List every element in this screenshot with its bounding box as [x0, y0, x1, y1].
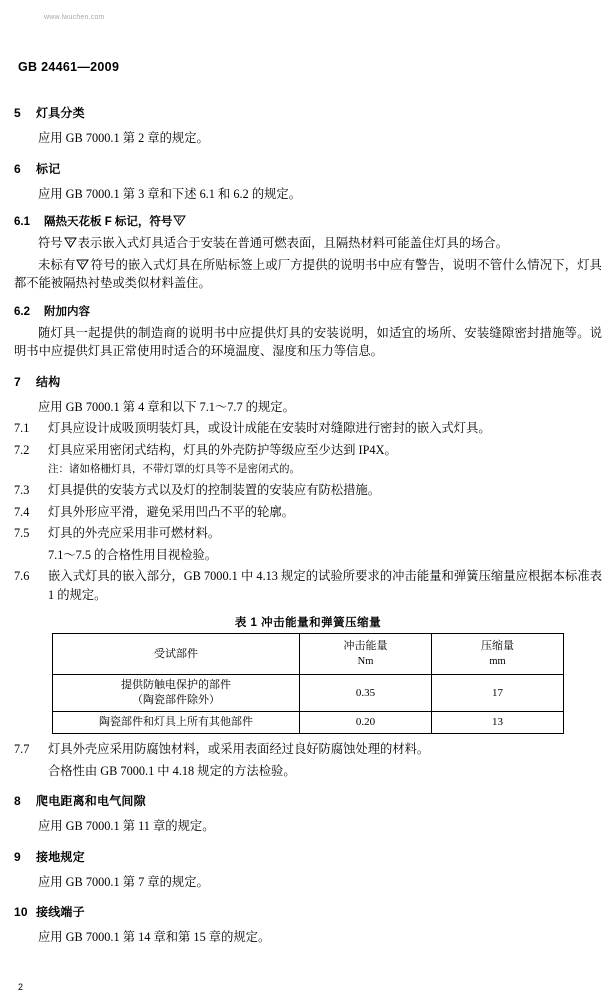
clause-7-4-text: 灯具外形应平滑，避免采用凹凸不平的轮廓。	[48, 504, 294, 519]
clause-7-3-number: 7.3	[14, 483, 30, 497]
clause-7-1	[14, 419, 602, 438]
table-header-energy-unit: Nm	[357, 656, 374, 667]
svg-text:F: F	[178, 217, 182, 224]
watermark-text: www.lwuchen.com	[44, 14, 105, 21]
heading-6-1-title: 隔热天花板 F 标记，符号	[44, 216, 173, 228]
table-header-row	[53, 634, 564, 675]
clause-7-7-text: 灯具外壳应采用防腐蚀材料，或采用表面经过良好防腐蚀处理的材料。	[48, 742, 430, 756]
clause-7-7	[14, 740, 602, 759]
table-cell-part	[53, 675, 300, 712]
section-6-2-paragraph: 随灯具一起提供的制造商的说明书中应提供灯具的安装说明，如适宜的场所、安装缝隙密封措施等。说明书中应提供灯具正常使用时适合的环境温度、湿度和压力等信息。	[14, 325, 602, 358]
section-6-1-paragraph-2	[14, 256, 602, 293]
document-content	[14, 92, 602, 950]
clause-7-4-number: 7.4	[14, 504, 30, 519]
table-header-compression-label: 压缩量	[481, 640, 515, 652]
p611-post: 表示嵌入式灯具适合于安装在普通可燃表面，且隔热材料可能盖住灯具的场合。	[77, 236, 509, 250]
heading-section-8	[14, 792, 602, 809]
heading-6-number: 6	[14, 161, 21, 176]
clause-7-4	[14, 503, 602, 522]
table-cell-part-line2: （陶瓷部件除外）	[131, 694, 220, 706]
table-cell-compression: 13	[432, 712, 564, 734]
clause-7-5-text: 灯具的外壳应采用非可燃材料。	[48, 526, 221, 540]
p611-pre: 符号	[38, 236, 63, 250]
heading-section-10	[14, 903, 602, 920]
table-row	[53, 712, 564, 734]
svg-text:F: F	[81, 261, 85, 268]
table-header-energy-label: 冲击能量	[343, 640, 388, 652]
table-cell-compression: 17	[432, 675, 564, 712]
table-1-body	[53, 675, 564, 734]
heading-6-2-number: 6.2	[14, 305, 30, 318]
p612-post: 符号的嵌入式灯具在所贴标签上或厂方提供的说明书中应有警告，说明不管什么情况下，灯具都不能被隔热衬垫或类似材料盖住。	[14, 257, 602, 290]
table-1	[52, 633, 564, 734]
clause-7-2-text: 灯具应采用密闭式结构，灯具的外壳防护等级应至少达到 IP4X。	[48, 442, 397, 457]
heading-section-9	[14, 848, 602, 865]
heading-6-title: 标记	[36, 161, 61, 176]
table-cell-energy: 0.35	[299, 675, 431, 712]
heading-10-number: 10	[14, 905, 28, 919]
table-header-compression-unit: mm	[489, 656, 506, 667]
clause-7-7-number: 7.7	[14, 742, 30, 756]
heading-5-title: 灯具分类	[36, 106, 85, 120]
heading-section-6-2	[14, 303, 602, 319]
heading-8-number: 8	[14, 794, 21, 808]
table-1-head	[53, 634, 564, 675]
clause-7-6-number: 7.6	[14, 569, 30, 583]
f-mark-triangle-icon	[173, 215, 186, 226]
heading-9-title: 接地规定	[36, 849, 85, 864]
table-header-compression	[432, 634, 564, 675]
p612-pre: 未标有	[38, 257, 76, 272]
table-cell-part: 陶瓷部件和灯具上所有其他部件	[53, 712, 300, 734]
clause-7-2-number: 7.2	[14, 442, 30, 457]
heading-section-5	[14, 104, 602, 121]
f-mark-triangle-icon	[64, 237, 77, 248]
clause-7-3-text: 灯具提供的安装方式以及灯的控制装置的安装应有防松措施。	[48, 483, 381, 497]
heading-section-6-1	[14, 213, 602, 229]
clause-7-7-sub: 合格性由 GB 7000.1 中 4.18 规定的方法检验。	[48, 763, 296, 778]
section-8-paragraph: 应用 GB 7000.1 第 11 章的规定。	[38, 819, 215, 833]
heading-section-6	[14, 160, 602, 177]
table-cell-energy: 0.20	[299, 712, 431, 734]
svg-text:F: F	[68, 239, 72, 246]
clause-7-6-text: 嵌入式灯具的嵌入部分，GB 7000.1 中 4.13 规定的试验所要求的冲击能量和弹簧压缩量应根据本标准表 1 的规定。	[48, 569, 602, 602]
page-number: 2	[18, 982, 24, 992]
section-5-paragraph: 应用 GB 7000.1 第 2 章的规定。	[38, 131, 209, 145]
section-10-paragraph: 应用 GB 7000.1 第 14 章和第 15 章的规定。	[38, 930, 271, 944]
heading-6-2-title: 附加内容	[44, 305, 90, 318]
section-6-1-paragraph-1	[14, 234, 602, 253]
heading-8-title: 爬电距离和电气间隙	[36, 794, 146, 808]
clause-7-3	[14, 481, 602, 500]
table-1-caption: 表 1 冲击能量和弹簧压缩量	[234, 617, 382, 629]
section-7-intro: 应用 GB 7000.1 第 4 章和以下 7.1～7.7 的规定。	[38, 399, 295, 414]
clause-7-6	[14, 567, 602, 604]
table-cell-part-line1: 提供防触电保护的部件	[120, 679, 231, 691]
clause-7-2	[14, 441, 602, 460]
clause-7-5-number: 7.5	[14, 526, 30, 540]
f-mark-triangle-icon	[76, 259, 89, 270]
heading-10-title: 接线端子	[36, 905, 85, 919]
heading-7-number: 7	[14, 374, 21, 389]
heading-6-1-number: 6.1	[14, 216, 30, 228]
heading-7-title: 结构	[36, 374, 61, 389]
heading-5-number: 5	[14, 106, 21, 120]
section-9-paragraph: 应用 GB 7000.1 第 7 章的规定。	[38, 874, 209, 889]
standard-number: GB 24461—2009	[18, 60, 120, 74]
table-header-energy	[299, 634, 431, 675]
clause-7-5-sub: 7.1～7.5 的合格性用目视检验。	[48, 547, 218, 562]
clause-7-5	[14, 524, 602, 543]
clause-7-1-number: 7.1	[14, 421, 30, 435]
clause-7-1-text: 灯具应设计成吸顶明装灯具，或设计成能在安装时对缝隙进行密封的嵌入式灯具。	[48, 421, 491, 435]
table-row	[53, 675, 564, 712]
table-header-part: 受试部件	[53, 634, 300, 675]
clause-7-2-note: 注：诸如格栅灯具，不带灯罩的灯具等不是密闭式的。	[48, 464, 300, 475]
heading-section-7	[14, 373, 602, 390]
heading-9-number: 9	[14, 849, 21, 864]
section-6-paragraph: 应用 GB 7000.1 第 3 章和下述 6.1 和 6.2 的规定。	[38, 186, 302, 201]
